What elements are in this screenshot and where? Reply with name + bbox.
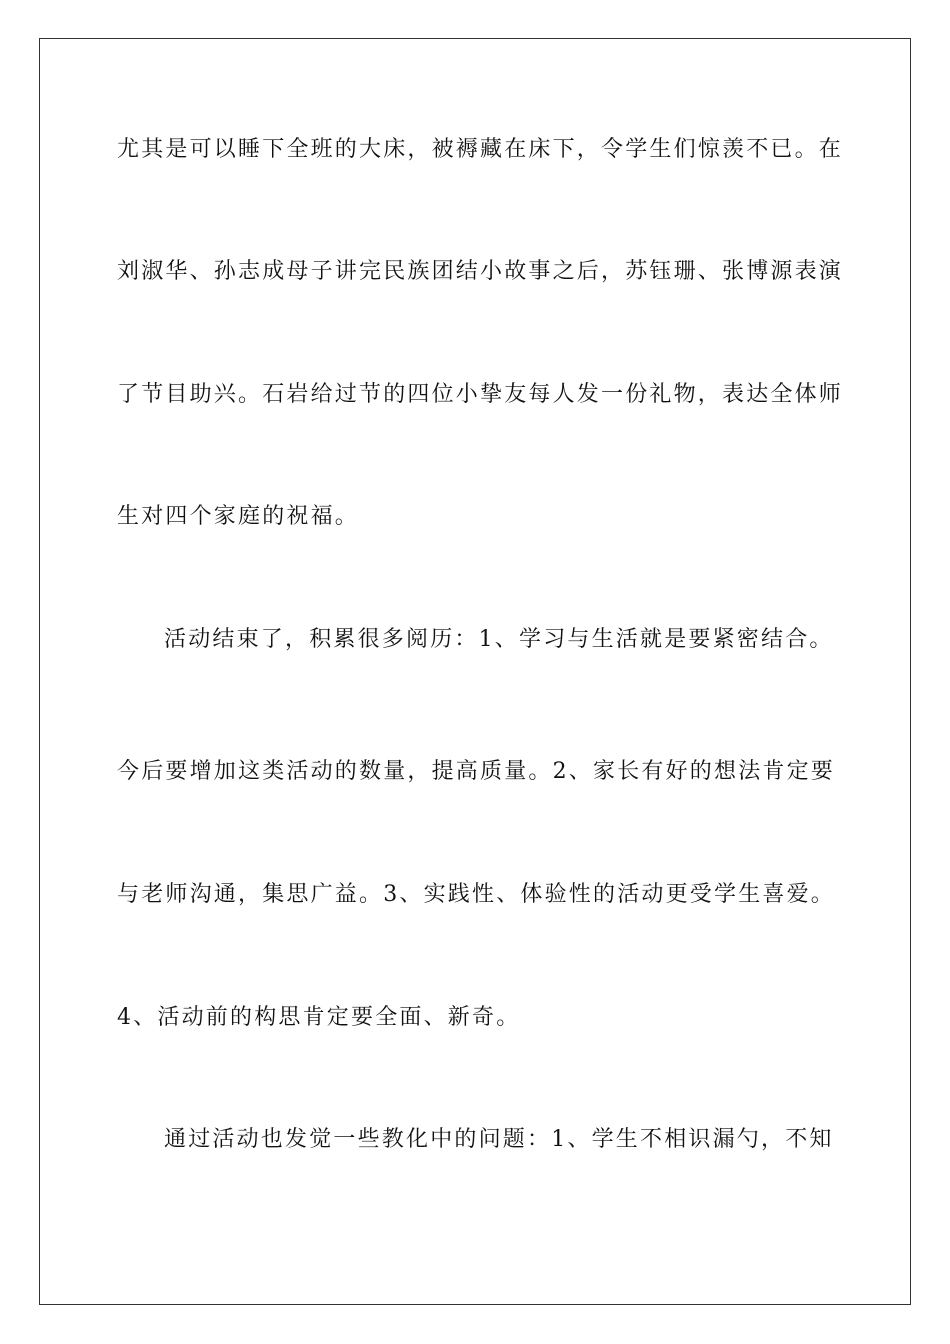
text-line: 刘淑华、孙志成母子讲完民族团结小故事之后，苏钰珊、张博源表演 bbox=[117, 259, 844, 284]
text-line: 尤其是可以睡下全班的大床，被褥藏在床下，令学生们惊羡不已。在 bbox=[117, 137, 844, 162]
page-border bbox=[39, 38, 911, 1305]
text-line: 生对四个家庭的祝福。 bbox=[117, 504, 360, 529]
text-line: 今后要增加这类活动的数量，提高质量。2、家长有好的想法肯定要 bbox=[117, 759, 835, 784]
text-line: 4、活动前的构思肯定要全面、新奇。 bbox=[117, 1005, 521, 1030]
text-line: 与老师沟通，集思广益。3、实践性、体验性的活动更受学生喜爱。 bbox=[117, 882, 835, 907]
paragraph-start-line: 通过活动也发觉一些教化中的问题：1、学生不相识漏勺，不知 bbox=[164, 1127, 834, 1152]
paragraph-start-line: 活动结束了，积累很多阅历：1、学习与生活就是要紧密结合。 bbox=[164, 627, 834, 652]
text-line: 了节目助兴。石岩给过节的四位小挚友每人发一份礼物，表达全体师 bbox=[117, 382, 844, 407]
